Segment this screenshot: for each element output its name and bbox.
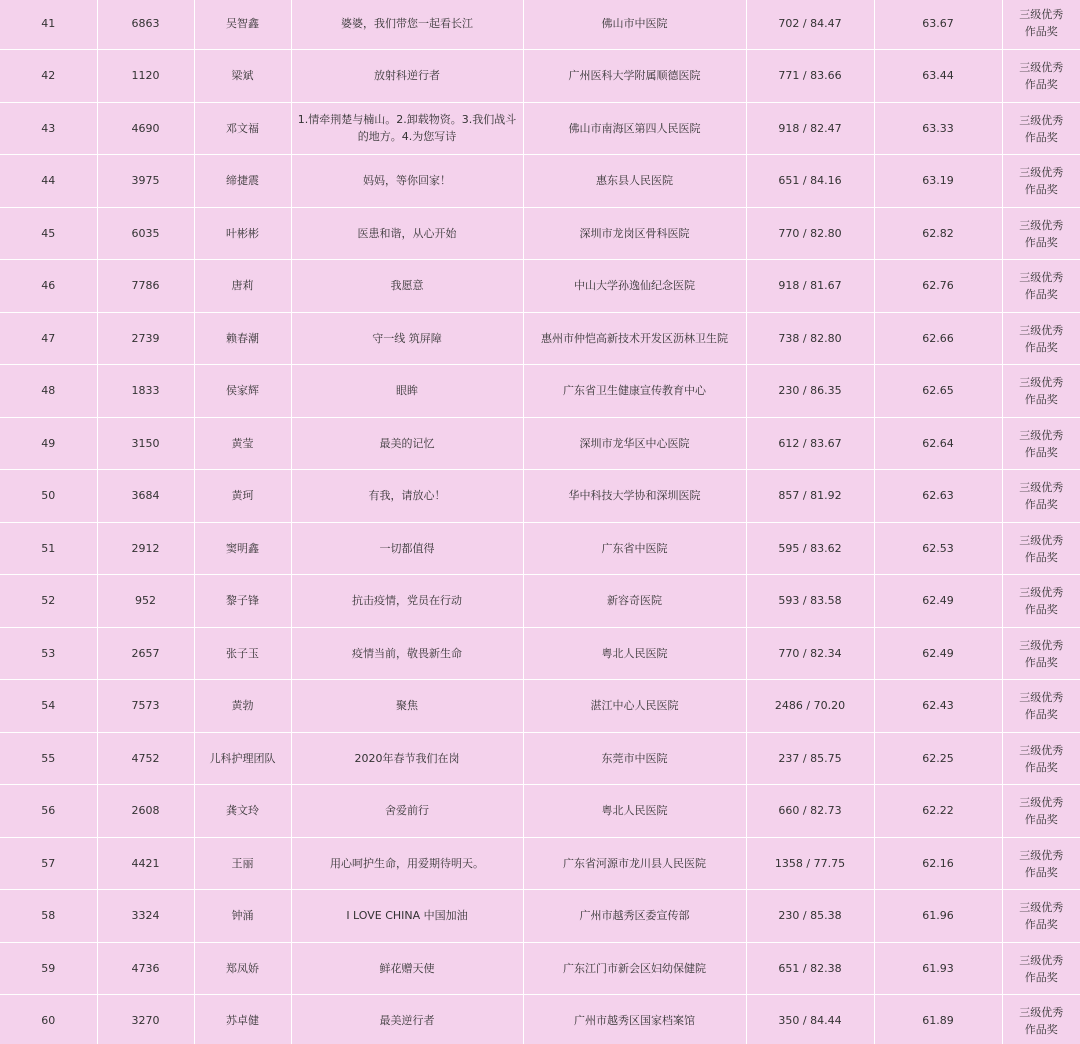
organization-cell: 东莞市中医院	[523, 732, 746, 785]
total-score-cell: 63.44	[874, 50, 1002, 103]
table-row	[0, 522, 1080, 575]
table-row	[0, 627, 1080, 680]
work-title-cell: 妈妈，等你回家！	[291, 155, 523, 208]
author-name-cell: 唐莉	[194, 260, 291, 313]
rank-cell: 51	[0, 522, 97, 575]
award-cell: 三级优秀作品奖	[1002, 50, 1080, 103]
total-score-cell: 62.16	[874, 837, 1002, 890]
entry-id-cell: 3324	[97, 890, 194, 943]
rank-cell: 53	[0, 627, 97, 680]
votes-score-cell: 770 / 82.80	[746, 207, 874, 260]
author-name-cell: 叶彬彬	[194, 207, 291, 260]
organization-cell: 湛江中心人民医院	[523, 680, 746, 733]
rank-cell: 45	[0, 207, 97, 260]
rank-cell: 47	[0, 312, 97, 365]
table-row	[0, 50, 1080, 103]
work-title-cell: 最美逆行者	[291, 995, 523, 1044]
work-title-cell: 1.情牵荆楚与楠山。2.卸载物资。3.我们战斗的地方。4.为您写诗	[291, 102, 523, 155]
table-row	[0, 837, 1080, 890]
votes-score-cell: 918 / 82.47	[746, 102, 874, 155]
author-name-cell: 龚文玲	[194, 785, 291, 838]
entry-id-cell: 6035	[97, 207, 194, 260]
entry-id-cell: 952	[97, 575, 194, 628]
total-score-cell: 61.96	[874, 890, 1002, 943]
rank-cell: 54	[0, 680, 97, 733]
table-row	[0, 365, 1080, 418]
organization-cell: 新容奇医院	[523, 575, 746, 628]
organization-cell: 广东省卫生健康宣传教育中心	[523, 365, 746, 418]
entry-id-cell: 2657	[97, 627, 194, 680]
organization-cell: 广东省中医院	[523, 522, 746, 575]
total-score-cell: 62.43	[874, 680, 1002, 733]
award-cell: 三级优秀作品奖	[1002, 365, 1080, 418]
entry-id-cell: 4736	[97, 942, 194, 995]
total-score-cell: 62.66	[874, 312, 1002, 365]
work-title-cell: 聚焦	[291, 680, 523, 733]
votes-score-cell: 651 / 82.38	[746, 942, 874, 995]
total-score-cell: 61.89	[874, 995, 1002, 1044]
award-cell: 三级优秀作品奖	[1002, 995, 1080, 1044]
table-row	[0, 732, 1080, 785]
author-name-cell: 侯家辉	[194, 365, 291, 418]
work-title-cell: 抗击疫情，党员在行动	[291, 575, 523, 628]
award-cell: 三级优秀作品奖	[1002, 785, 1080, 838]
award-cell: 三级优秀作品奖	[1002, 522, 1080, 575]
organization-cell: 粤北人民医院	[523, 785, 746, 838]
entry-id-cell: 3270	[97, 995, 194, 1044]
entry-id-cell: 3975	[97, 155, 194, 208]
table-row	[0, 785, 1080, 838]
work-title-cell: 我愿意	[291, 260, 523, 313]
table-row	[0, 470, 1080, 523]
table-row	[0, 260, 1080, 313]
entry-id-cell: 4421	[97, 837, 194, 890]
entry-id-cell: 7786	[97, 260, 194, 313]
total-score-cell: 62.64	[874, 417, 1002, 470]
work-title-cell: 放射科逆行者	[291, 50, 523, 103]
author-name-cell: 赖春潮	[194, 312, 291, 365]
entry-id-cell: 1833	[97, 365, 194, 418]
author-name-cell: 张子玉	[194, 627, 291, 680]
work-title-cell: 眼眸	[291, 365, 523, 418]
entry-id-cell: 3150	[97, 417, 194, 470]
work-title-cell: 2020年春节我们在岗	[291, 732, 523, 785]
rank-cell: 55	[0, 732, 97, 785]
votes-score-cell: 702 / 84.47	[746, 0, 874, 50]
total-score-cell: 62.22	[874, 785, 1002, 838]
work-title-cell: 守一线 筑屏障	[291, 312, 523, 365]
votes-score-cell: 595 / 83.62	[746, 522, 874, 575]
author-name-cell: 黄莹	[194, 417, 291, 470]
award-cell: 三级优秀作品奖	[1002, 155, 1080, 208]
entry-id-cell: 1120	[97, 50, 194, 103]
table-row	[0, 680, 1080, 733]
work-title-cell: 疫情当前，敬畏新生命	[291, 627, 523, 680]
total-score-cell: 63.67	[874, 0, 1002, 50]
table-row	[0, 155, 1080, 208]
award-cell: 三级优秀作品奖	[1002, 260, 1080, 313]
rank-cell: 42	[0, 50, 97, 103]
award-cell: 三级优秀作品奖	[1002, 102, 1080, 155]
entry-id-cell: 4752	[97, 732, 194, 785]
rank-cell: 48	[0, 365, 97, 418]
author-name-cell: 钟涌	[194, 890, 291, 943]
table-row	[0, 995, 1080, 1044]
entry-id-cell: 7573	[97, 680, 194, 733]
organization-cell: 广州市越秀区国家档案馆	[523, 995, 746, 1044]
author-name-cell: 黄勃	[194, 680, 291, 733]
total-score-cell: 61.93	[874, 942, 1002, 995]
votes-score-cell: 918 / 81.67	[746, 260, 874, 313]
award-cell: 三级优秀作品奖	[1002, 732, 1080, 785]
rank-cell: 49	[0, 417, 97, 470]
rank-cell: 50	[0, 470, 97, 523]
award-cell: 三级优秀作品奖	[1002, 680, 1080, 733]
author-name-cell: 儿科护理团队	[194, 732, 291, 785]
work-title-cell: 一切都值得	[291, 522, 523, 575]
table-row	[0, 942, 1080, 995]
organization-cell: 广州市越秀区委宣传部	[523, 890, 746, 943]
work-title-cell: 有我，请放心！	[291, 470, 523, 523]
votes-score-cell: 651 / 84.16	[746, 155, 874, 208]
author-name-cell: 邓文福	[194, 102, 291, 155]
award-cell: 三级优秀作品奖	[1002, 890, 1080, 943]
votes-score-cell: 770 / 82.34	[746, 627, 874, 680]
award-cell: 三级优秀作品奖	[1002, 627, 1080, 680]
votes-score-cell: 857 / 81.92	[746, 470, 874, 523]
award-cell: 三级优秀作品奖	[1002, 0, 1080, 50]
rank-cell: 43	[0, 102, 97, 155]
award-cell: 三级优秀作品奖	[1002, 207, 1080, 260]
table-row	[0, 417, 1080, 470]
organization-cell: 佛山市中医院	[523, 0, 746, 50]
rank-cell: 57	[0, 837, 97, 890]
votes-score-cell: 593 / 83.58	[746, 575, 874, 628]
votes-score-cell: 1358 / 77.75	[746, 837, 874, 890]
table-row	[0, 102, 1080, 155]
votes-score-cell: 2486 / 70.20	[746, 680, 874, 733]
rank-cell: 59	[0, 942, 97, 995]
work-title-cell: 鲜花赠天使	[291, 942, 523, 995]
table-row	[0, 207, 1080, 260]
total-score-cell: 62.76	[874, 260, 1002, 313]
entry-id-cell: 2608	[97, 785, 194, 838]
work-title-cell: 婆婆，我们带您一起看长江	[291, 0, 523, 50]
author-name-cell: 黄珂	[194, 470, 291, 523]
work-title-cell: 医患和谐，从心开始	[291, 207, 523, 260]
total-score-cell: 62.65	[874, 365, 1002, 418]
work-title-cell: 最美的记忆	[291, 417, 523, 470]
organization-cell: 广州医科大学附属顺德医院	[523, 50, 746, 103]
work-title-cell: 舍爱前行	[291, 785, 523, 838]
table-row	[0, 0, 1080, 50]
entry-id-cell: 2912	[97, 522, 194, 575]
total-score-cell: 62.49	[874, 627, 1002, 680]
organization-cell: 深圳市龙华区中心医院	[523, 417, 746, 470]
author-name-cell: 王丽	[194, 837, 291, 890]
total-score-cell: 63.33	[874, 102, 1002, 155]
votes-score-cell: 230 / 86.35	[746, 365, 874, 418]
work-title-cell: 用心呵护生命，用爱期待明天。	[291, 837, 523, 890]
organization-cell: 广东省河源市龙川县人民医院	[523, 837, 746, 890]
organization-cell: 广东江门市新会区妇幼保健院	[523, 942, 746, 995]
rank-cell: 52	[0, 575, 97, 628]
total-score-cell: 62.25	[874, 732, 1002, 785]
award-cell: 三级优秀作品奖	[1002, 942, 1080, 995]
rank-cell: 58	[0, 890, 97, 943]
award-cell: 三级优秀作品奖	[1002, 470, 1080, 523]
award-cell: 三级优秀作品奖	[1002, 837, 1080, 890]
organization-cell: 中山大学孙逸仙纪念医院	[523, 260, 746, 313]
work-title-cell: I LOVE CHINA 中国加油	[291, 890, 523, 943]
total-score-cell: 62.53	[874, 522, 1002, 575]
entry-id-cell: 3684	[97, 470, 194, 523]
organization-cell: 惠州市仲恺高新技术开发区沥林卫生院	[523, 312, 746, 365]
entry-id-cell: 2739	[97, 312, 194, 365]
total-score-cell: 62.63	[874, 470, 1002, 523]
award-cell: 三级优秀作品奖	[1002, 575, 1080, 628]
table-row	[0, 890, 1080, 943]
entry-id-cell: 4690	[97, 102, 194, 155]
organization-cell: 粤北人民医院	[523, 627, 746, 680]
author-name-cell: 缔捷震	[194, 155, 291, 208]
votes-score-cell: 612 / 83.67	[746, 417, 874, 470]
votes-score-cell: 660 / 82.73	[746, 785, 874, 838]
table-row	[0, 575, 1080, 628]
rank-cell: 46	[0, 260, 97, 313]
award-cell: 三级优秀作品奖	[1002, 312, 1080, 365]
organization-cell: 佛山市南海区第四人民医院	[523, 102, 746, 155]
author-name-cell: 苏卓健	[194, 995, 291, 1044]
rank-cell: 41	[0, 0, 97, 50]
votes-score-cell: 738 / 82.80	[746, 312, 874, 365]
votes-score-cell: 237 / 85.75	[746, 732, 874, 785]
author-name-cell: 窦明鑫	[194, 522, 291, 575]
votes-score-cell: 350 / 84.44	[746, 995, 874, 1044]
total-score-cell: 63.19	[874, 155, 1002, 208]
rank-cell: 44	[0, 155, 97, 208]
author-name-cell: 梁斌	[194, 50, 291, 103]
organization-cell: 深圳市龙岗区骨科医院	[523, 207, 746, 260]
author-name-cell: 黎子锋	[194, 575, 291, 628]
votes-score-cell: 771 / 83.66	[746, 50, 874, 103]
table-row	[0, 312, 1080, 365]
total-score-cell: 62.82	[874, 207, 1002, 260]
organization-cell: 华中科技大学协和深圳医院	[523, 470, 746, 523]
rank-cell: 60	[0, 995, 97, 1044]
total-score-cell: 62.49	[874, 575, 1002, 628]
entry-id-cell: 6863	[97, 0, 194, 50]
votes-score-cell: 230 / 85.38	[746, 890, 874, 943]
author-name-cell: 吴智鑫	[194, 0, 291, 50]
author-name-cell: 郑凤娇	[194, 942, 291, 995]
organization-cell: 惠东县人民医院	[523, 155, 746, 208]
award-cell: 三级优秀作品奖	[1002, 417, 1080, 470]
rank-cell: 56	[0, 785, 97, 838]
